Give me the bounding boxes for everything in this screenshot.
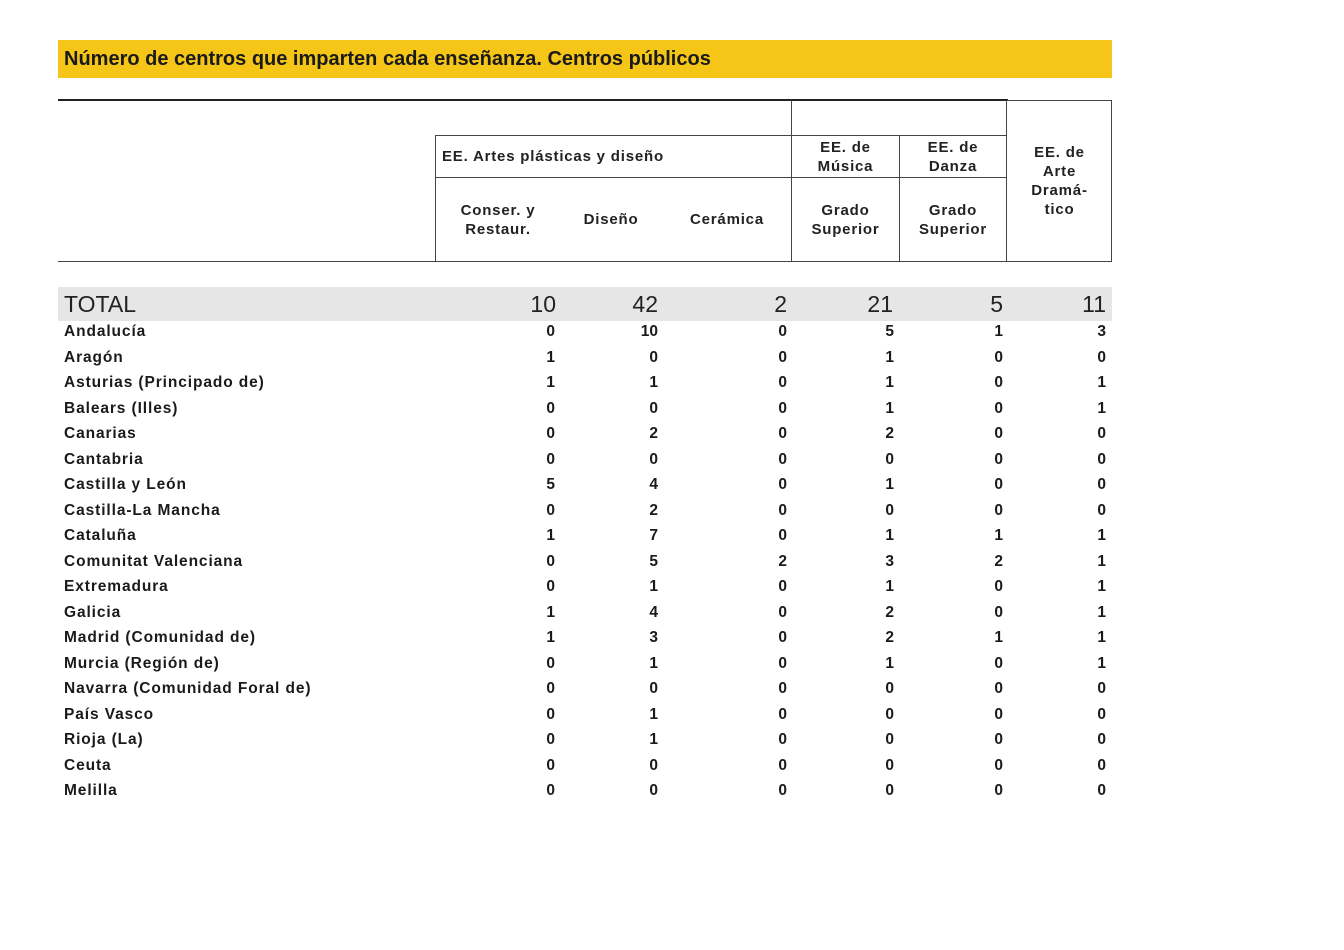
header-conser-restaur xyxy=(436,201,560,239)
table-cell: 1 xyxy=(1097,578,1106,595)
row-label: Ceuta xyxy=(64,756,112,774)
table-cell: 0 xyxy=(649,348,658,366)
table-cell: 5 xyxy=(546,476,555,493)
header-arte-dramatico-line2: Arte xyxy=(1042,163,1077,180)
table-cell: 0 xyxy=(1097,756,1106,774)
total-value: 42 xyxy=(632,291,658,317)
total-label: TOTAL xyxy=(64,291,136,317)
header-grado-superior-danza xyxy=(900,201,1006,239)
header-grado-danza-line2: Superior xyxy=(918,221,988,238)
table-cell: 0 xyxy=(885,756,894,774)
header-top-rule-right xyxy=(1006,100,1112,101)
row-label: Castilla y León xyxy=(64,476,187,493)
table-cell: 0 xyxy=(546,399,555,417)
table-cell: 0 xyxy=(546,756,555,774)
table-cell: 1 xyxy=(649,654,658,672)
subheader-rule xyxy=(435,177,1007,178)
header-arte-dramatico xyxy=(1007,143,1112,219)
table-cell: 0 xyxy=(994,680,1003,697)
header-top-rule xyxy=(58,99,1008,101)
row-label: Melilla xyxy=(64,782,118,799)
table-cell: 0 xyxy=(1097,731,1106,748)
row-label: Galicia xyxy=(64,603,122,621)
header-musica xyxy=(792,138,899,176)
table-cell: 0 xyxy=(778,501,787,519)
table-cell: 10 xyxy=(640,323,658,340)
table-cell: 0 xyxy=(885,782,894,799)
header-arte-dramatico-line3: Dramá- xyxy=(1031,182,1088,199)
table-cell: 1 xyxy=(1097,603,1106,621)
table-cell: 0 xyxy=(994,654,1003,672)
table-cell: 0 xyxy=(778,323,787,340)
table-cell: 1 xyxy=(885,527,894,544)
table-cell: 0 xyxy=(994,501,1003,519)
table-cell: 0 xyxy=(546,450,555,468)
table-cell: 3 xyxy=(1097,323,1106,340)
table-cell: 2 xyxy=(885,629,894,646)
row-label: Asturias (Principado de) xyxy=(64,374,265,391)
header-musica-line2: Música xyxy=(817,158,874,175)
row-label: Balears (Illes) xyxy=(64,399,179,417)
table-cell: 1 xyxy=(1097,527,1106,544)
row-label: Castilla-La Mancha xyxy=(64,501,221,519)
table-cell: 0 xyxy=(1097,782,1106,799)
total-value: 5 xyxy=(990,291,1003,317)
table-cell: 0 xyxy=(885,450,894,468)
table-cell: 0 xyxy=(546,731,555,748)
table-cell: 0 xyxy=(778,578,787,595)
table-cell: 0 xyxy=(649,680,658,697)
header-conser-line2: Restaur. xyxy=(465,221,531,238)
table-cell: 0 xyxy=(994,705,1003,723)
table-cell: 1 xyxy=(1097,374,1106,391)
header-bottom-rule xyxy=(58,261,1112,262)
header-grado-musica-line2: Superior xyxy=(811,221,880,238)
table-cell: 1 xyxy=(1097,399,1106,417)
table-cell: 0 xyxy=(994,476,1003,493)
table-cell: 0 xyxy=(994,348,1003,366)
col-divider-1 xyxy=(435,135,436,261)
table-cell: 1 xyxy=(994,629,1003,646)
row-label: Andalucía xyxy=(64,323,147,340)
header-ceramica: Cerámica xyxy=(690,211,764,228)
table-cell: 3 xyxy=(885,552,894,570)
table-cell: 0 xyxy=(885,501,894,519)
table-cell: 0 xyxy=(1097,501,1106,519)
table-cell: 0 xyxy=(546,705,555,723)
table-cell: 0 xyxy=(649,399,658,417)
table-cell: 4 xyxy=(649,603,658,621)
table-cell: 0 xyxy=(778,425,787,442)
header-danza xyxy=(900,138,1006,176)
row-label: Madrid (Comunidad de) xyxy=(64,629,256,646)
table-title: Número de centros que imparten cada enseñanza. Centros públicos xyxy=(58,40,1112,78)
table-cell: 2 xyxy=(649,501,658,519)
table-cell: 0 xyxy=(994,425,1003,442)
table-cell: 0 xyxy=(778,756,787,774)
header-arte-dramatico-line1: EE. de xyxy=(1034,144,1085,161)
table-cell: 0 xyxy=(546,578,555,595)
table-cell: 0 xyxy=(994,782,1003,799)
total-value: 21 xyxy=(867,291,893,317)
table-cell: 0 xyxy=(546,552,555,570)
table-cell: 0 xyxy=(994,399,1003,417)
table-cell: 1 xyxy=(994,527,1003,544)
table-cell: 0 xyxy=(546,654,555,672)
table-cell: 5 xyxy=(649,552,658,570)
total-value: 10 xyxy=(530,291,556,317)
header-danza-line2: Danza xyxy=(928,158,978,175)
table-cell: 1 xyxy=(649,578,658,595)
table-cell: 2 xyxy=(994,552,1003,570)
header-artes-plasticas: EE. Artes plásticas y diseño xyxy=(442,148,664,165)
header-musica-line1: EE. de xyxy=(820,139,871,156)
table-cell: 0 xyxy=(778,399,787,417)
table-cell: 1 xyxy=(1097,629,1106,646)
table-cell: 0 xyxy=(778,527,787,544)
total-value: 2 xyxy=(774,291,787,317)
table-cell: 0 xyxy=(778,705,787,723)
table-cell: 7 xyxy=(649,527,658,544)
row-label: Cantabria xyxy=(64,450,144,468)
table-cell: 2 xyxy=(649,425,658,442)
table-cell: 1 xyxy=(885,578,894,595)
table-cell: 1 xyxy=(885,654,894,672)
row-label: Aragón xyxy=(64,348,124,366)
table-cell: 0 xyxy=(885,731,894,748)
table-cell: 0 xyxy=(994,578,1003,595)
table-cell: 2 xyxy=(885,603,894,621)
table-cell: 0 xyxy=(994,756,1003,774)
table-cell: 2 xyxy=(778,552,787,570)
table-cell: 0 xyxy=(778,629,787,646)
table-cell: 0 xyxy=(1097,680,1106,697)
table-cell: 0 xyxy=(778,603,787,621)
table-cell: 4 xyxy=(649,476,658,493)
table-cell: 0 xyxy=(994,374,1003,391)
table-cell: 0 xyxy=(546,425,555,442)
header-grado-danza-line1: Grado xyxy=(928,202,978,219)
row-label: Rioja (La) xyxy=(64,731,144,748)
table-cell: 0 xyxy=(649,782,658,799)
table-cell: 1 xyxy=(649,374,658,391)
table-cell: 0 xyxy=(778,476,787,493)
row-label: Extremadura xyxy=(64,578,169,595)
table-cell: 1 xyxy=(1097,552,1106,570)
table-cell: 0 xyxy=(778,731,787,748)
header-grado-superior-musica xyxy=(792,201,899,239)
table-cell: 0 xyxy=(546,501,555,519)
table-cell: 1 xyxy=(885,348,894,366)
table-cell: 0 xyxy=(778,782,787,799)
header-conser-line1: Conser. y xyxy=(460,202,536,219)
table-cell: 0 xyxy=(1097,348,1106,366)
table-cell: 1 xyxy=(885,476,894,493)
table-cell: 1 xyxy=(546,629,555,646)
table-cell: 0 xyxy=(546,782,555,799)
table-cell: 1 xyxy=(885,399,894,417)
table-cell: 0 xyxy=(649,450,658,468)
table-cell: 5 xyxy=(885,323,894,340)
table-cell: 0 xyxy=(778,348,787,366)
row-label: Navarra (Comunidad Foral de) xyxy=(64,680,312,697)
table-cell: 0 xyxy=(994,603,1003,621)
table-cell: 0 xyxy=(778,374,787,391)
table-cell: 0 xyxy=(1097,450,1106,468)
table-cell: 0 xyxy=(546,323,555,340)
table-cell: 1 xyxy=(546,348,555,366)
row-label: País Vasco xyxy=(64,705,155,723)
table-cell: 2 xyxy=(885,425,894,442)
table-cell: 1 xyxy=(546,603,555,621)
table-cell: 0 xyxy=(1097,705,1106,723)
table-cell: 1 xyxy=(994,323,1003,340)
table-cell: 1 xyxy=(885,374,894,391)
table-cell: 0 xyxy=(778,654,787,672)
table-cell: 0 xyxy=(778,450,787,468)
table-cell: 3 xyxy=(649,629,658,646)
table-cell: 0 xyxy=(778,680,787,697)
table-cell: 0 xyxy=(994,731,1003,748)
table-cell: 0 xyxy=(546,680,555,697)
group-mid-rule xyxy=(435,135,1007,136)
header-arte-dramatico-line4: tico xyxy=(1044,201,1075,218)
row-label: Comunitat Valenciana xyxy=(64,552,244,570)
table-cell: 0 xyxy=(994,450,1003,468)
row-label: Cataluña xyxy=(64,527,137,544)
table-cell: 1 xyxy=(649,705,658,723)
header-danza-line1: EE. de xyxy=(927,139,979,156)
table-cell: 0 xyxy=(885,705,894,723)
table-cell: 0 xyxy=(885,680,894,697)
table-cell: 0 xyxy=(1097,476,1106,493)
total-value: 11 xyxy=(1082,291,1106,317)
row-label: Murcia (Región de) xyxy=(64,654,220,672)
table-cell: 1 xyxy=(546,527,555,544)
table-cell: 0 xyxy=(649,756,658,774)
table-cell: 1 xyxy=(649,731,658,748)
table-cell: 1 xyxy=(1097,654,1106,672)
table-cell: 0 xyxy=(1097,425,1106,442)
header-grado-musica-line1: Grado xyxy=(821,202,870,219)
header-diseno: Diseño xyxy=(583,211,639,228)
table-cell: 1 xyxy=(546,374,555,391)
row-label: Canarias xyxy=(64,425,137,442)
